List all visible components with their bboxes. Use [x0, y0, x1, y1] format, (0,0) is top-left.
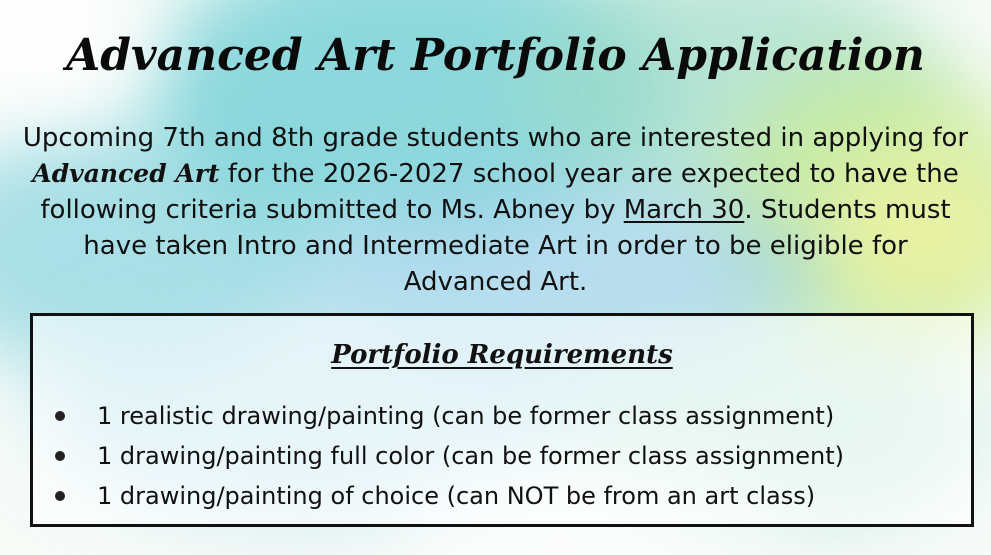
requirements-list — [55, 396, 844, 516]
requirement-text: 1 drawing/painting full color (can be former class assignment) — [97, 442, 844, 470]
intro-text-part3: . Students must have taken Intro and Intermediate Art in order to be eligible for Advanced Art. — [83, 195, 951, 297]
requirement-text: 1 realistic drawing/painting (can be former class assignment) — [97, 402, 835, 430]
page-title: Advanced Art Portfolio Application — [66, 30, 925, 81]
bullet-icon — [55, 411, 65, 421]
deadline-date: March 30 — [623, 195, 745, 225]
bullet-icon — [55, 491, 65, 501]
list-item — [55, 436, 844, 476]
intro-text-part2: for the 2026-2027 school year are expected to have the following criteria submitted to Ms. Abney by — [40, 159, 959, 225]
requirements-box — [30, 313, 974, 527]
list-item — [55, 476, 844, 516]
requirement-text: 1 drawing/painting of choice (can NOT be from an art class) — [97, 482, 816, 510]
course-name: Advanced Art — [32, 159, 220, 188]
intro-text-part1: Upcoming 7th and 8th grade students who are interested in applying for — [22, 123, 969, 153]
list-item — [55, 396, 844, 436]
requirements-heading — [33, 340, 971, 370]
bullet-icon — [55, 451, 65, 461]
requirements-heading-text: Portfolio Requirements — [331, 340, 673, 370]
intro-paragraph — [18, 120, 973, 300]
